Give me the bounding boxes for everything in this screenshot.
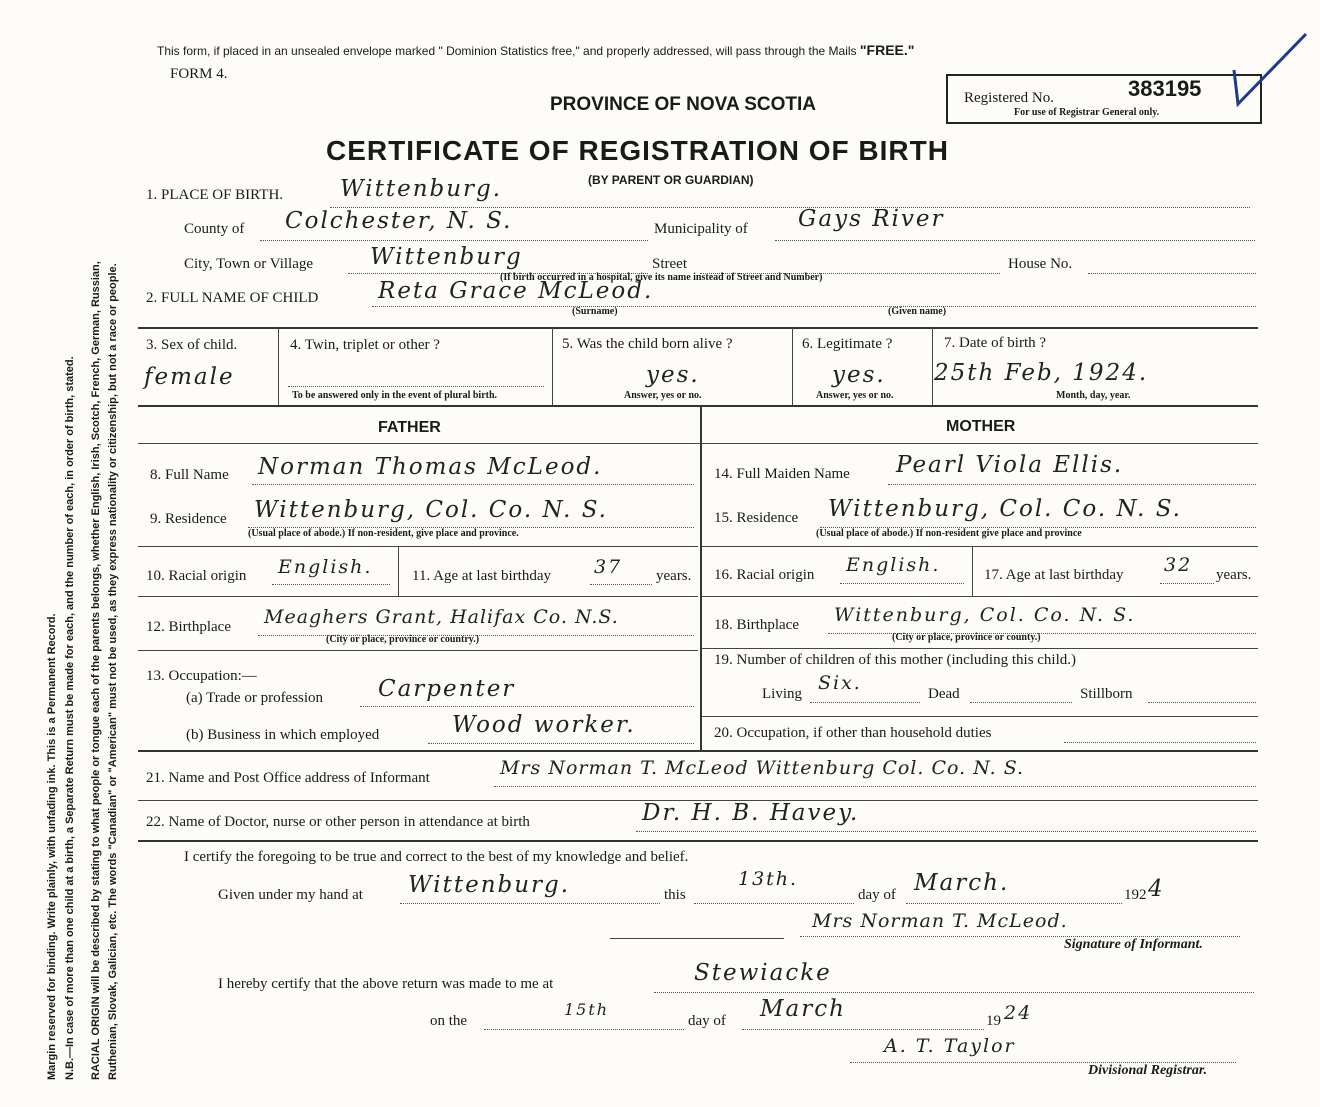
born-alive-value: yes. xyxy=(646,362,700,388)
father-race-label: 10. Racial origin xyxy=(146,568,247,584)
father-business-label: (b) Business in which employed xyxy=(186,727,380,743)
registered-number-box xyxy=(946,74,1262,124)
street-label: Street xyxy=(652,256,687,272)
father-birthplace-note: (City or place, province or country.) xyxy=(326,634,480,645)
legitimate-label: 6. Legitimate ? xyxy=(802,336,893,352)
mother-name-label: 14. Full Maiden Name xyxy=(714,466,850,482)
dead-label: Dead xyxy=(928,686,960,702)
father-residence-value: Wittenburg, Col. Co. N. S. xyxy=(254,497,608,523)
margin-note-racial: RACIAL ORIGIN will be described by stating to what people or tongue each of the parents belongs, whether English, Irish, Scotch, French, German, Russian, xyxy=(90,261,102,1080)
doctor-label: 22. Name of Doctor, nurse or other person in attendance at birth xyxy=(146,814,530,830)
father-race-value: English. xyxy=(278,556,373,578)
county-value: Colchester, N. S. xyxy=(285,208,513,234)
registrar-place: Stewiacke xyxy=(694,960,832,986)
born-alive-note: Answer, yes or no. xyxy=(624,390,702,401)
mother-age-label: 17. Age at last birthday xyxy=(984,567,1124,583)
informant-signature: Mrs Norman T. McLeod. xyxy=(812,910,1068,932)
father-heading: FATHER xyxy=(378,419,441,436)
certify-year-suffix: 4 xyxy=(1148,876,1165,902)
hospital-note: (If birth occurred in a hospital, give its name instead of Street and Number) xyxy=(500,272,823,283)
father-residence-note: (Usual place of abode.) If non-resident, give place and province. xyxy=(248,528,519,539)
margin-note-racial-cont: Ruthenian, Slovak, Galician, etc. The words "Canadian" or "American" must not be used, as they express nationality or citizenship, but not a race or people. xyxy=(107,263,119,1080)
given-at-place: Wittenburg. xyxy=(408,872,571,898)
given-name-note: (Given name) xyxy=(888,306,947,317)
registered-number-label: Registered No. xyxy=(964,90,1054,106)
mother-age-value: 32 xyxy=(1164,554,1193,576)
father-occupation-label: 13. Occupation:— xyxy=(146,668,257,684)
surname-note: (Surname) xyxy=(572,306,618,317)
mother-occupation-label: 20. Occupation, if other than household duties xyxy=(714,725,992,741)
given-at-label: Given under my hand at xyxy=(218,887,363,903)
informant-value: Mrs Norman T. McLeod Wittenburg Col. Co. N. S. xyxy=(500,757,1025,779)
mother-birthplace-label: 18. Birthplace xyxy=(714,617,799,633)
registered-number: 383195 xyxy=(1128,76,1202,101)
place-of-birth-label: 1. PLACE OF BIRTH. xyxy=(146,187,284,203)
informant-certification: I certify the foregoing to be true and correct to the best of my knowledge and belief. xyxy=(184,849,689,865)
date-of-birth-note: Month, day, year. xyxy=(1056,390,1131,401)
mother-race-label: 16. Racial origin xyxy=(714,567,815,583)
children-count-label: 19. Number of children of this mother (including this child.) xyxy=(714,652,1077,668)
certify-day: 13th. xyxy=(738,868,799,890)
province-heading: PROVINCE OF NOVA SCOTIA xyxy=(550,94,817,115)
father-age-label: 11. Age at last birthday xyxy=(412,568,551,584)
on-the-label: on the xyxy=(430,1013,468,1029)
postal-notice: This form, if placed in an unsealed envelope marked " Dominion Statistics free," and properly addressed, will pass through the Mails "FREE." xyxy=(157,42,915,58)
municipality-value: Gays River xyxy=(798,206,945,232)
father-trade-value: Carpenter xyxy=(378,676,516,702)
municipality-label: Municipality of xyxy=(654,221,748,237)
informant-label: 21. Name and Post Office address of Informant xyxy=(146,770,430,786)
certify-month: March. xyxy=(914,870,1010,896)
registered-number-note: For use of Registrar General only. xyxy=(1014,107,1160,118)
certify-day-of-label: day of xyxy=(858,887,896,903)
house-number-label: House No. xyxy=(1008,256,1073,272)
mother-name-value: Pearl Viola Ellis. xyxy=(896,452,1124,478)
mother-heading: MOTHER xyxy=(946,418,1016,435)
father-birthplace-value: Meaghers Grant, Halifax Co. N.S. xyxy=(264,606,619,628)
registrar-day-of-label: day of xyxy=(688,1013,726,1029)
born-alive-label: 5. Was the child born alive ? xyxy=(562,336,733,352)
date-of-birth-value: 25th Feb, 1924. xyxy=(934,360,1149,386)
mother-birthplace-note: (City or place, province or county.) xyxy=(892,632,1041,643)
registrar-signature-label: Divisional Registrar. xyxy=(1088,1063,1208,1078)
mother-residence-note: (Usual place of abode.) If non-resident give place and province xyxy=(816,528,1082,539)
registrar-signature: A. T. Taylor xyxy=(884,1035,1016,1057)
living-value: Six. xyxy=(818,672,862,694)
mother-residence-value: Wittenburg, Col. Co. N. S. xyxy=(828,496,1182,522)
margin-note-multiple: N.B.—In case of more than one child at a birth, a Separate Return must be made for each, and the number of each, in order of birth, stated. xyxy=(64,356,76,1080)
registrar-day: 15th xyxy=(564,1000,610,1019)
father-age-years: years. xyxy=(656,568,692,584)
page-subtitle: (BY PARENT OR GUARDIAN) xyxy=(588,173,754,187)
city-label: City, Town or Village xyxy=(184,256,314,272)
father-birthplace-label: 12. Birthplace xyxy=(146,619,231,635)
twin-note: To be answered only in the event of plural birth. xyxy=(292,390,498,401)
twin-label: 4. Twin, triplet or other ? xyxy=(290,337,440,353)
county-label: County of xyxy=(184,221,245,237)
mother-age-years: years. xyxy=(1216,567,1252,583)
this-label: this xyxy=(664,887,686,903)
stillborn-label: Stillborn xyxy=(1080,686,1133,702)
margin-note-binding: Margin reserved for binding. Write plainly, with unfading ink. This is a Permanent Record. xyxy=(46,613,58,1080)
child-name-label: 2. FULL NAME OF CHILD xyxy=(146,290,319,306)
place-of-birth-value: Wittenburg. xyxy=(340,176,503,202)
registrar-month: March xyxy=(760,996,846,1022)
mother-residence-label: 15. Residence xyxy=(714,510,799,526)
certify-year-prefix: 192 xyxy=(1124,887,1147,903)
registrar-year-prefix: 19 xyxy=(986,1013,1001,1029)
date-of-birth-label: 7. Date of birth ? xyxy=(944,335,1047,351)
check-mark-icon xyxy=(1230,30,1310,110)
child-name-value: Reta Grace McLeod. xyxy=(378,278,654,304)
father-name-label: 8. Full Name xyxy=(150,467,229,483)
father-residence-label: 9. Residence xyxy=(150,511,227,527)
father-name-value: Norman Thomas McLeod. xyxy=(258,454,603,480)
father-business-value: Wood worker. xyxy=(452,712,636,738)
father-age-value: 37 xyxy=(594,556,623,578)
city-value: Wittenburg xyxy=(370,244,523,270)
registrar-certification: I hereby certify that the above return was made to me at xyxy=(218,976,554,992)
sex-value: female xyxy=(144,364,235,390)
form-number: FORM 4. xyxy=(170,66,228,82)
legitimate-value: yes. xyxy=(832,362,886,388)
registrar-year-suffix: 24 xyxy=(1004,1002,1033,1024)
legitimate-note: Answer, yes or no. xyxy=(816,390,894,401)
page-title: CERTIFICATE OF REGISTRATION OF BIRTH xyxy=(326,135,949,166)
sex-label: 3. Sex of child. xyxy=(146,337,238,353)
mother-birthplace-value: Wittenburg, Col. Co. N. S. xyxy=(834,604,1136,626)
mother-race-value: English. xyxy=(846,554,941,576)
father-trade-label: (a) Trade or profession xyxy=(186,690,324,706)
doctor-value: Dr. H. B. Havey. xyxy=(642,800,860,826)
living-label: Living xyxy=(762,686,802,702)
informant-signature-label: Signature of Informant. xyxy=(1064,937,1203,952)
